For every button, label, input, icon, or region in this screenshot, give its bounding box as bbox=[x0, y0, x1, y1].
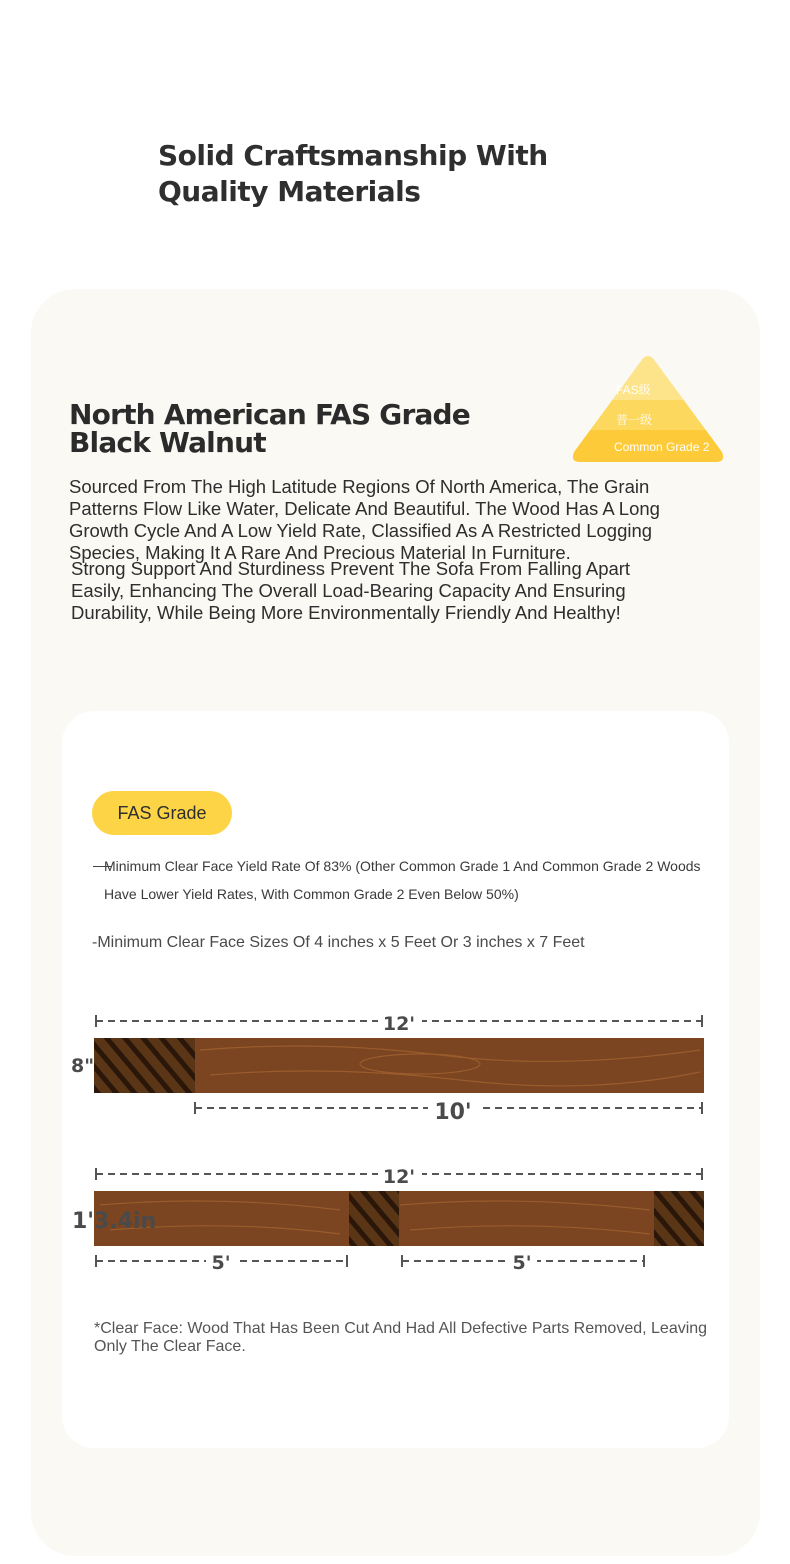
board1-width-label: 8" bbox=[71, 1055, 95, 1077]
board1-length-label: 12' bbox=[382, 1013, 416, 1035]
board2-defect-right bbox=[654, 1191, 704, 1246]
fas-grade-badge: FAS Grade bbox=[92, 791, 232, 835]
wood-heading: North American FAS Grade Black Walnut bbox=[69, 398, 470, 459]
board2-length-label: 12' bbox=[382, 1166, 416, 1188]
board2-clear-right-label: 5' bbox=[512, 1252, 532, 1274]
pyramid-label-grade1: 普一级 bbox=[616, 413, 653, 427]
board1-clear-label: 10' bbox=[434, 1100, 472, 1125]
page-title: Solid Craftsmanship With Quality Materials bbox=[158, 139, 548, 208]
wood-description: Sourced From The High Latitude Regions Of North America, The Grain Patterns Flow Like Water, Delicate And Beautiful. The Wood Has A Long Growth Cycle And A Low Yield Rate, Classified As A Restricted Logging Species, Making It A Rare And Precious Material In Furniture. bbox=[69, 476, 660, 563]
yield-note: Minimum Clear Face Yield Rate Of 83% (Other Common Grade 1 And Common Grade 2 Woods Have Lower Yield Rates, With Common Grade 2 Even Below 50%) bbox=[104, 858, 701, 902]
board-2 bbox=[72, 1163, 704, 1274]
pyramid-label-grade2: Common Grade 2 bbox=[614, 440, 710, 454]
board2-defect-middle bbox=[349, 1191, 399, 1246]
wood-benefit: Strong Support And Sturdiness Prevent The Sofa From Falling Apart Easily, Enhancing The Overall Load-Bearing Capacity And Ensuring Durability, While Being More Environmentally Friendly And Healthy! bbox=[71, 558, 631, 623]
clear-face-footnote: *Clear Face: Wood That Has Been Cut And Had All Defective Parts Removed, Leaving Only The Clear Face. bbox=[94, 1320, 708, 1355]
pyramid-label-fas: FAS级 bbox=[616, 383, 651, 397]
board2-width-label: 1'3.4in bbox=[72, 1209, 157, 1234]
board1-defect bbox=[94, 1038, 195, 1093]
board2-clear-left-label: 5' bbox=[211, 1252, 231, 1274]
board-1 bbox=[71, 1010, 704, 1125]
size-note: -Minimum Clear Face Sizes Of 4 inches x 5 Feet Or 3 inches x 7 Feet bbox=[92, 934, 585, 951]
